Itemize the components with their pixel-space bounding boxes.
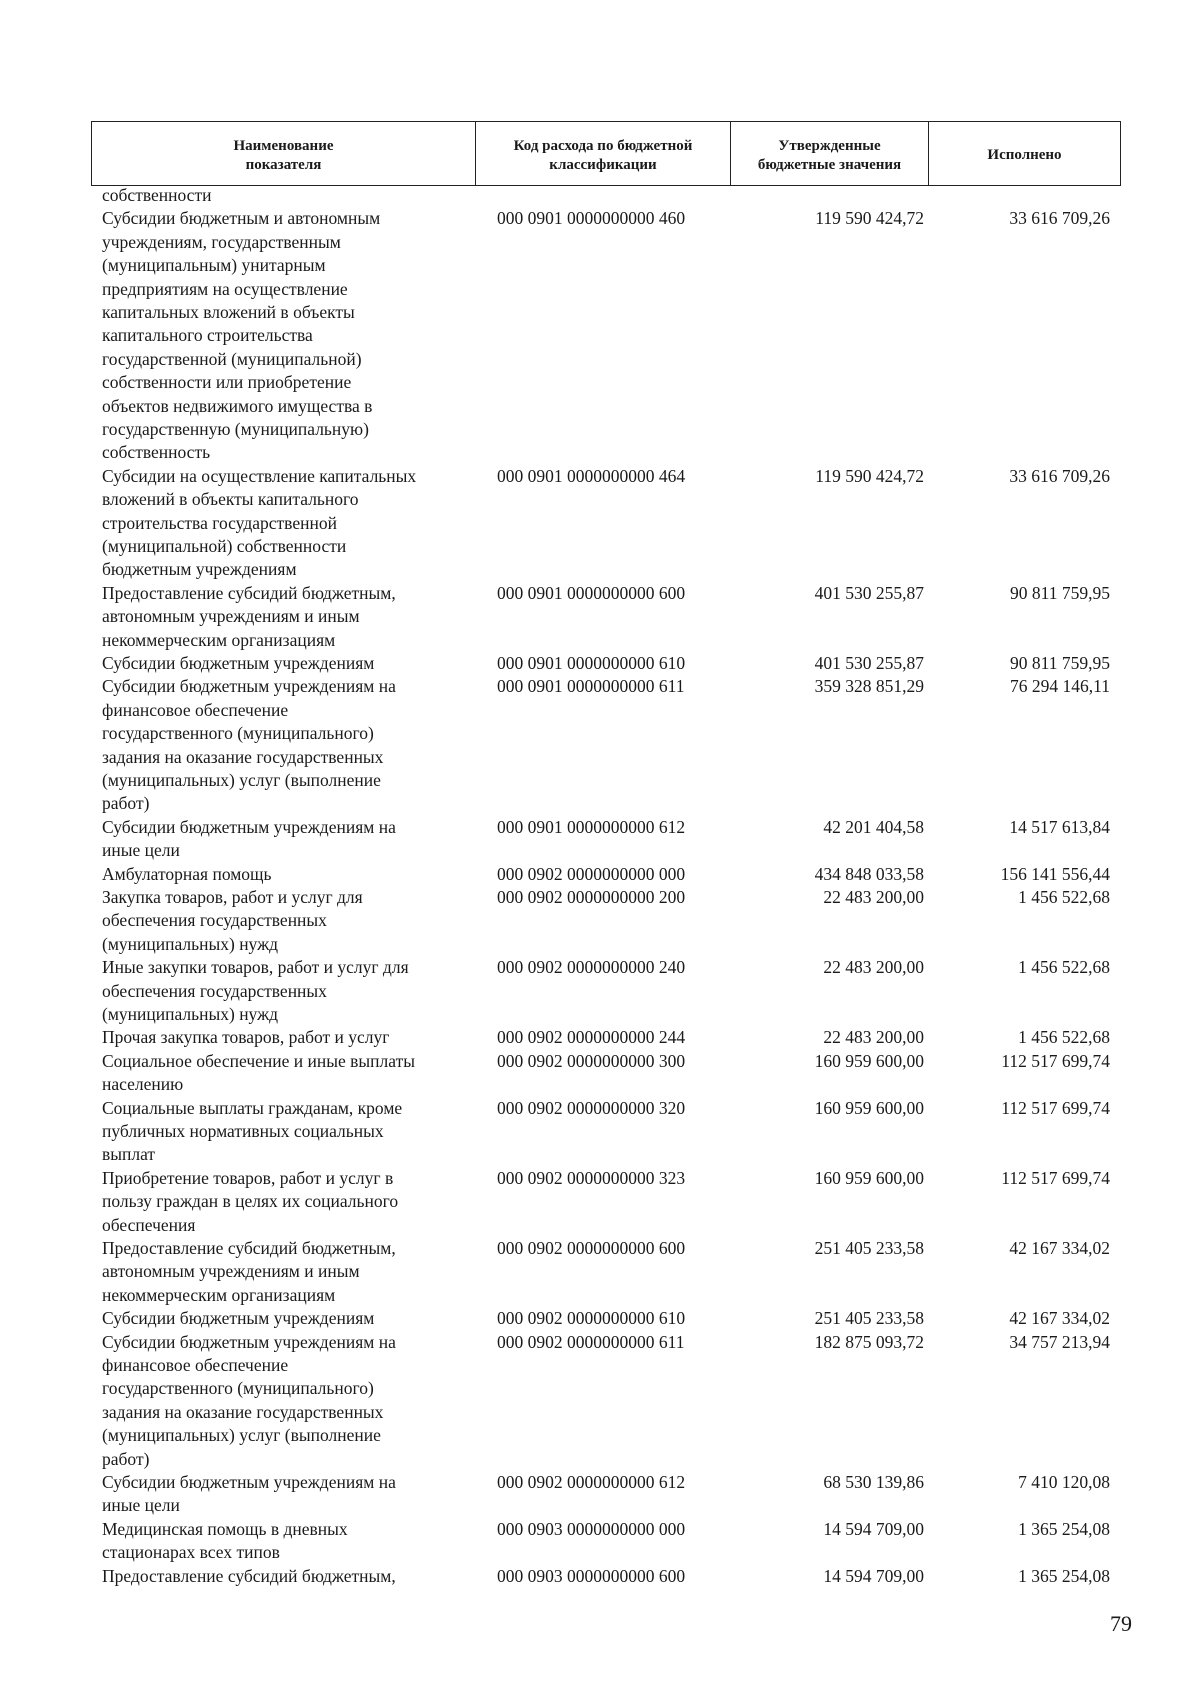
row-name-line: публичных нормативных социальных: [102, 1121, 384, 1141]
row-name-line: автономным учреждениям и иным: [102, 606, 360, 627]
row-executed: 42 167 334,02: [1009, 1238, 1110, 1258]
row-code: 000 0903 0000000000 000: [497, 1518, 686, 1539]
row-approved: 182 875 093,72: [814, 1331, 924, 1352]
row-approved: 251 405 233,58: [814, 1308, 924, 1329]
row-name-line: Субсидии бюджетным учреждениям на: [102, 816, 396, 837]
row-name-line: Иные закупки товаров, работ и услуг для: [102, 957, 409, 978]
row-executed: 1 456 522,68: [1018, 887, 1110, 907]
row-executed: 156 141 556,44: [1000, 863, 1110, 884]
row-name-line: обеспечения государственных: [102, 980, 327, 1001]
row-name-line: стационарах всех типов: [102, 1542, 280, 1563]
row-approved: 119 590 424,72: [815, 208, 924, 229]
row-code: 000 0902 0000000000 200: [497, 887, 686, 907]
header-name: Наименование показателя: [92, 122, 476, 185]
row-approved: 22 483 200,00: [823, 887, 924, 907]
row-code: 000 0901 0000000000 611: [497, 676, 685, 697]
row-executed: 1 456 522,68: [1018, 957, 1110, 978]
row-name-line: Предоставление субсидий бюджетным,: [102, 582, 396, 603]
row-name-line: учреждениям, государственным: [102, 231, 341, 252]
row-code: 000 0901 0000000000 600: [497, 582, 686, 603]
row-name-line: (муниципальных) услуг (выполнение: [102, 1425, 381, 1446]
row-name-line: предприятиям на осуществление: [102, 278, 348, 299]
row-name-line: Субсидии бюджетным учреждениям на: [102, 1472, 396, 1492]
row-name-line: собственности или приобретение: [102, 372, 352, 393]
row-executed: 42 167 334,02: [1009, 1308, 1110, 1329]
row-name-line: (муниципальных) нужд: [102, 933, 279, 954]
row-code: 000 0902 0000000000 323: [497, 1167, 686, 1188]
row-name-line: Предоставление субсидий бюджетным,: [102, 1238, 396, 1258]
header-approved: Утвержденные бюджетные значения: [731, 122, 929, 185]
row-code: 000 0902 0000000000 244: [497, 1027, 686, 1048]
row-code: 000 0901 0000000000 610: [497, 653, 686, 673]
row-approved: 14 594 709,00: [823, 1518, 924, 1539]
row-name-line: (муниципальных) нужд: [102, 1004, 279, 1024]
row-executed: 34 757 213,94: [1009, 1331, 1110, 1352]
row-name-line: обеспечения: [102, 1214, 196, 1235]
row-executed: 112 517 699,74: [1001, 1167, 1110, 1188]
row-name-line: Социальные выплаты гражданам, кроме: [102, 1097, 403, 1118]
row-code: 000 0902 0000000000 611: [497, 1331, 685, 1352]
row-name-line: государственной (муниципальной): [102, 348, 362, 369]
row-name-line: некоммерческим организациям: [102, 629, 336, 650]
row-name-line: Субсидии бюджетным учреждениям: [102, 1308, 375, 1329]
row-code: 000 0903 0000000000 600: [497, 1565, 686, 1586]
row-name-line: обеспечения государственных: [102, 910, 327, 931]
row-approved: 160 959 600,00: [814, 1167, 924, 1188]
row-name-line: Медицинская помощь в дневных: [102, 1518, 348, 1539]
row-name-line: государственного (муниципального): [102, 723, 374, 744]
row-approved: 251 405 233,58: [814, 1238, 924, 1258]
row-name-line: иные цели: [102, 840, 180, 861]
row-name-line: строительства государственной: [102, 512, 337, 533]
row-code: 000 0901 0000000000 464: [497, 465, 686, 486]
row-approved: 42 201 404,58: [823, 816, 924, 837]
row-executed: 1 456 522,68: [1018, 1027, 1110, 1048]
row-name-line: Субсидии на осуществление капитальных: [102, 465, 417, 486]
row-name-line: Социальное обеспечение и иные выплаты: [102, 1050, 416, 1071]
row-approved: 434 848 033,58: [814, 863, 924, 884]
row-approved: 359 328 851,29: [814, 676, 924, 697]
row-executed: 14 517 613,84: [1009, 816, 1110, 837]
row-name-line: (муниципальным) унитарным: [102, 255, 326, 276]
row-code: 000 0902 0000000000 600: [497, 1238, 686, 1258]
row-approved: 22 483 200,00: [823, 957, 924, 978]
row-name-line: объектов недвижимого имущества в: [102, 395, 373, 416]
row-name-line: Предоставление субсидий бюджетным,: [102, 1565, 396, 1586]
row-executed: 76 294 146,11: [1010, 676, 1110, 697]
row-name-line: задания на оказание государственных: [102, 1401, 384, 1422]
row-name-line: Субсидии бюджетным учреждениям на: [102, 676, 396, 697]
row-approved: 119 590 424,72: [815, 465, 924, 486]
row-name-line: Приобретение товаров, работ и услуг в: [102, 1167, 394, 1188]
row-name-line: Субсидии бюджетным учреждениям на: [102, 1331, 396, 1352]
row-name-line: Субсидии бюджетным учреждениям: [102, 653, 375, 673]
header-executed: Исполнено: [987, 147, 1062, 163]
row-name-line: финансовое обеспечение: [102, 699, 289, 720]
row-name-line: работ): [102, 1448, 150, 1469]
row-name-line: Амбулаторная помощь: [102, 863, 272, 884]
row-executed: 1 365 254,08: [1018, 1565, 1110, 1586]
row-approved: 14 594 709,00: [823, 1565, 924, 1586]
row-name-line: бюджетным учреждениям: [102, 559, 297, 580]
row-executed: 33 616 709,26: [1009, 465, 1110, 486]
row-approved: 401 530 255,87: [814, 582, 924, 603]
row-code: 000 0902 0000000000 240: [497, 957, 686, 978]
row-name-line: Закупка товаров, работ и услуг для: [102, 887, 363, 907]
row-name-line: государственную (муниципальную): [102, 419, 369, 439]
row-name-line: Субсидии бюджетным и автономным: [102, 208, 381, 229]
row-code: 000 0902 0000000000 320: [497, 1097, 686, 1118]
row-name-line: капитальных вложений в объекты: [102, 302, 355, 322]
row-executed: 33 616 709,26: [1009, 208, 1110, 229]
row-code: 000 0902 0000000000 000: [497, 863, 686, 884]
row-approved: 160 959 600,00: [814, 1050, 924, 1071]
row-executed: 90 811 759,95: [1010, 582, 1110, 603]
row-code: 000 0902 0000000000 612: [497, 1472, 686, 1492]
row-name-line: финансовое обеспечение: [102, 1355, 289, 1375]
row-name-line: автономным учреждениям и иным: [102, 1261, 360, 1282]
row-name-line: государственного (муниципального): [102, 1378, 374, 1399]
row-name-line: населению: [102, 1074, 184, 1095]
row-executed: 7 410 120,08: [1018, 1472, 1110, 1492]
row-name-line: иные цели: [102, 1495, 180, 1516]
row-code: 000 0901 0000000000 612: [497, 816, 686, 837]
row-name-line: вложений в объекты капитального: [102, 489, 359, 510]
row-approved: 68 530 139,86: [823, 1472, 924, 1492]
row-code: 000 0901 0000000000 460: [497, 208, 686, 229]
row-name-line: (муниципальной) собственности: [102, 536, 347, 556]
row-name-line: Прочая закупка товаров, работ и услуг: [102, 1027, 390, 1048]
row-name-line: собственности: [102, 185, 212, 205]
row-code: 000 0902 0000000000 610: [497, 1308, 686, 1329]
row-executed: 112 517 699,74: [1001, 1050, 1110, 1071]
row-approved: 401 530 255,87: [814, 653, 924, 673]
row-name-line: пользу граждан в целях их социального: [102, 1191, 399, 1212]
header-code: Код расхода по бюджетной классификации: [476, 122, 731, 185]
row-executed: 112 517 699,74: [1001, 1097, 1110, 1118]
row-approved: 22 483 200,00: [823, 1027, 924, 1048]
row-name-line: (муниципальных) услуг (выполнение: [102, 770, 381, 790]
row-name-line: некоммерческим организациям: [102, 1284, 336, 1305]
row-name-line: капитального строительства: [102, 325, 313, 346]
row-executed: 90 811 759,95: [1010, 653, 1110, 673]
row-name-line: собственность: [102, 442, 211, 463]
row-name-line: работ): [102, 793, 150, 814]
row-name-line: выплат: [102, 1144, 156, 1165]
row-code: 000 0902 0000000000 300: [497, 1050, 686, 1071]
page-number: 79: [1110, 1611, 1132, 1636]
row-approved: 160 959 600,00: [814, 1097, 924, 1118]
row-executed: 1 365 254,08: [1018, 1518, 1110, 1539]
row-name-line: задания на оказание государственных: [102, 746, 384, 767]
